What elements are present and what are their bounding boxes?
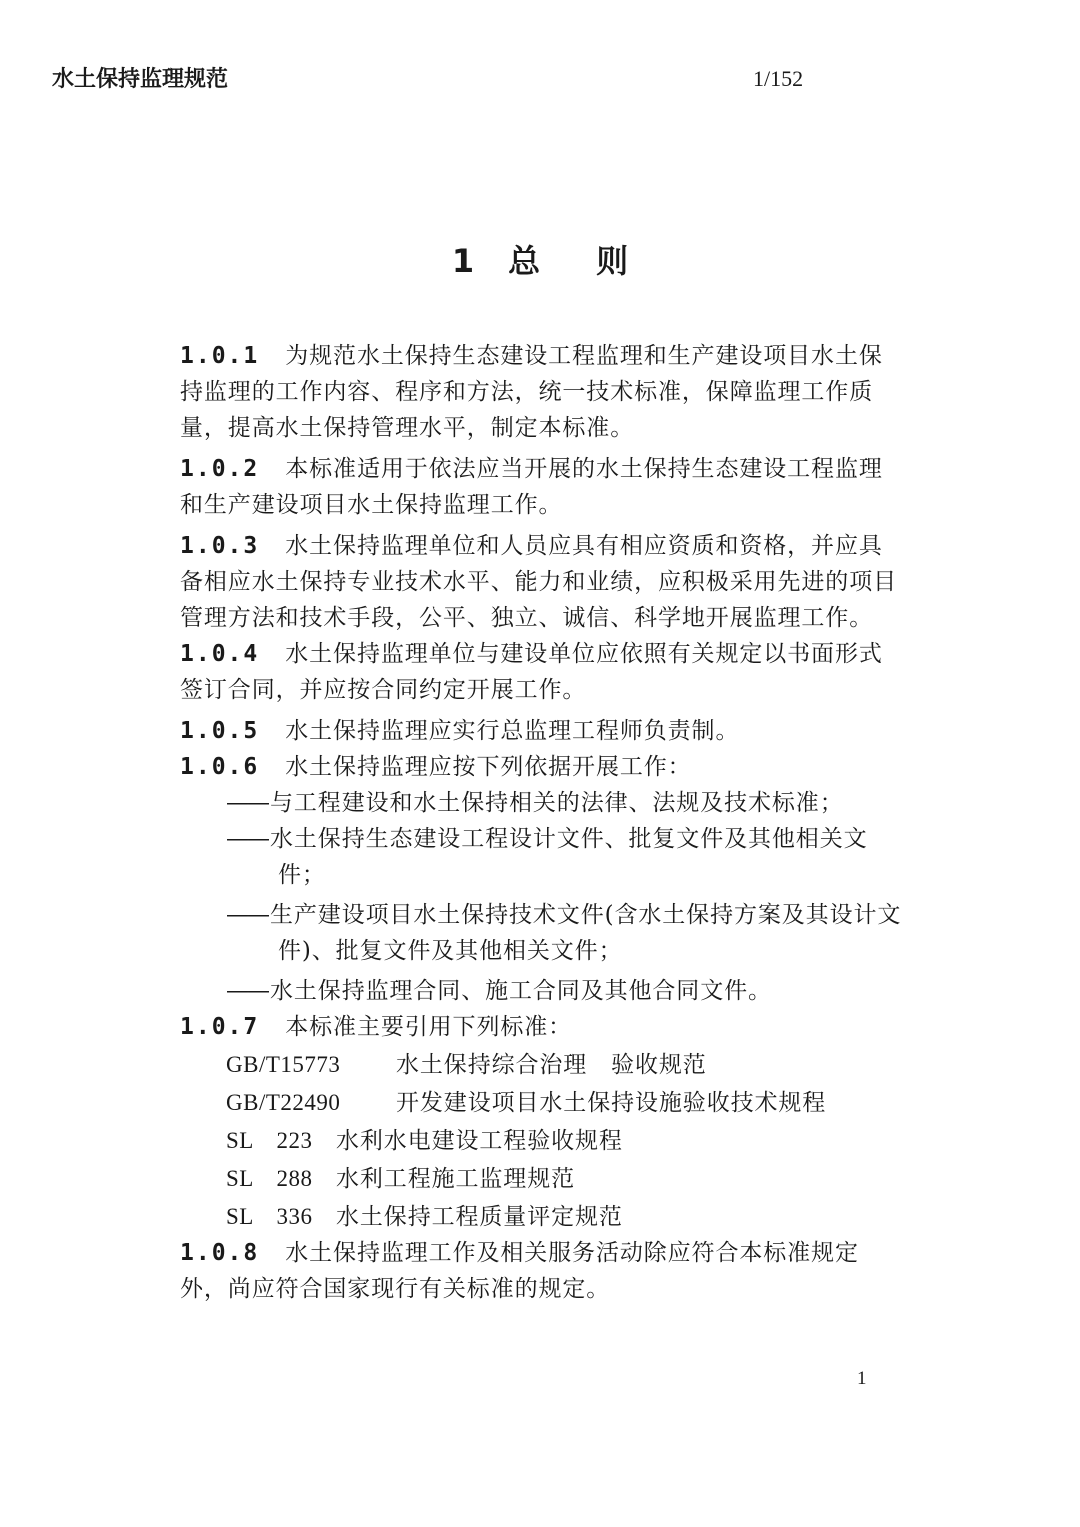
clause-1-0-6 <box>180 749 902 785</box>
standard-code: SL 288 <box>226 1166 313 1191</box>
standard-title: 水利工程施工监理规范 <box>336 1166 575 1192</box>
clause-number: 1.0.5 <box>180 718 260 744</box>
standard-code: SL 336 <box>226 1204 313 1229</box>
clause-text: 水土保持监理工作及相关服务活动除应符合本标准规定外，尚应符合国家现行有关标准的规定。 <box>180 1240 859 1302</box>
clause-text: 水土保持监理单位和人员应具有相应资质和资格，并应具备相应水土保持专业技术水平、能力和业绩，应积极采用先进的项目管理方法和技术手段，公平、独立、诚信、科学地开展监理工作。 <box>180 533 897 631</box>
page-indicator: 1/152 <box>753 66 804 91</box>
clause-1-0-8 <box>180 1235 902 1307</box>
reference-item <box>180 1123 902 1159</box>
chapter-heading <box>0 236 1080 282</box>
clause-number: 1.0.7 <box>180 1014 260 1040</box>
chapter-title-char-2: 则 <box>596 242 629 280</box>
clause-1-0-3 <box>180 528 902 636</box>
clause-text: 水土保持监理单位与建设单位应依照有关规定以书面形式签订合同，并应按合同约定开展工作。 <box>180 641 883 703</box>
dash-marker: —— <box>226 826 268 852</box>
clause-text: 水土保持监理应按下列依据开展工作： <box>285 754 692 780</box>
document-body <box>180 338 902 1307</box>
list-item <box>180 821 902 893</box>
chapter-number: 1 <box>451 242 475 280</box>
clause-text: 水土保持监理应实行总监理工程师负责制。 <box>285 718 740 744</box>
clause-1-0-1 <box>180 338 902 446</box>
footer-page-number: 1 <box>857 1368 867 1389</box>
reference-item <box>180 1085 902 1121</box>
chapter-title-char-1: 总 <box>508 242 541 280</box>
clause-1-0-2 <box>180 451 902 523</box>
standard-code: SL 223 <box>226 1128 313 1153</box>
list-item-text: 与工程建设和水土保持相关的法律、法规及技术标准； <box>270 790 844 816</box>
clause-number: 1.0.8 <box>180 1240 260 1266</box>
clause-text: 本标准适用于依法应当开展的水土保持生态建设工程监理和生产建设项目水土保持监理工作。 <box>180 456 883 518</box>
reference-item <box>180 1161 902 1197</box>
clause-number: 1.0.4 <box>180 641 260 667</box>
clause-text: 为规范水土保持生态建设工程监理和生产建设项目水土保持监理的工作内容、程序和方法，统一技术标准，保障监理工作质量，提高水土保持管理水平，制定本标准。 <box>180 343 883 441</box>
list-item <box>180 785 902 821</box>
clause-number: 1.0.2 <box>180 456 260 482</box>
clause-text: 本标准主要引用下列标准： <box>285 1014 573 1040</box>
standard-title: 开发建设项目水土保持设施验收技术规程 <box>396 1090 827 1116</box>
standard-title: 水土保持工程质量评定规范 <box>336 1204 623 1230</box>
dash-marker: —— <box>226 902 268 928</box>
referenced-standards-list <box>180 1047 902 1235</box>
dash-marker: —— <box>226 978 268 1004</box>
clause-1-0-7 <box>180 1009 902 1045</box>
dash-marker: —— <box>226 790 268 816</box>
list-item-text: 水土保持生态建设工程设计文件、批复文件及其他相关文件； <box>270 826 868 888</box>
list-item <box>180 897 902 969</box>
clause-1-0-4 <box>180 636 902 708</box>
standard-code: GB/T15773 <box>226 1052 341 1077</box>
clause-number: 1.0.1 <box>180 343 260 369</box>
basis-list <box>180 785 902 1009</box>
standard-title: 水土保持综合治理 验收规范 <box>396 1052 707 1078</box>
list-item-text: 生产建设项目水土保持技术文件(含水土保持方案及其设计文件)、批复文件及其他相关文件； <box>270 902 902 964</box>
reference-item <box>180 1047 902 1083</box>
list-item-text: 水土保持监理合同、施工合同及其他合同文件。 <box>270 978 772 1004</box>
standard-code: GB/T22490 <box>226 1090 341 1115</box>
list-item <box>180 973 902 1009</box>
document-header-title: 水土保持监理规范 <box>52 67 229 92</box>
clause-number: 1.0.6 <box>180 754 260 780</box>
standard-title: 水利水电建设工程验收规程 <box>336 1128 623 1154</box>
reference-item <box>180 1199 902 1235</box>
clause-number: 1.0.3 <box>180 533 260 559</box>
clause-1-0-5 <box>180 713 902 749</box>
